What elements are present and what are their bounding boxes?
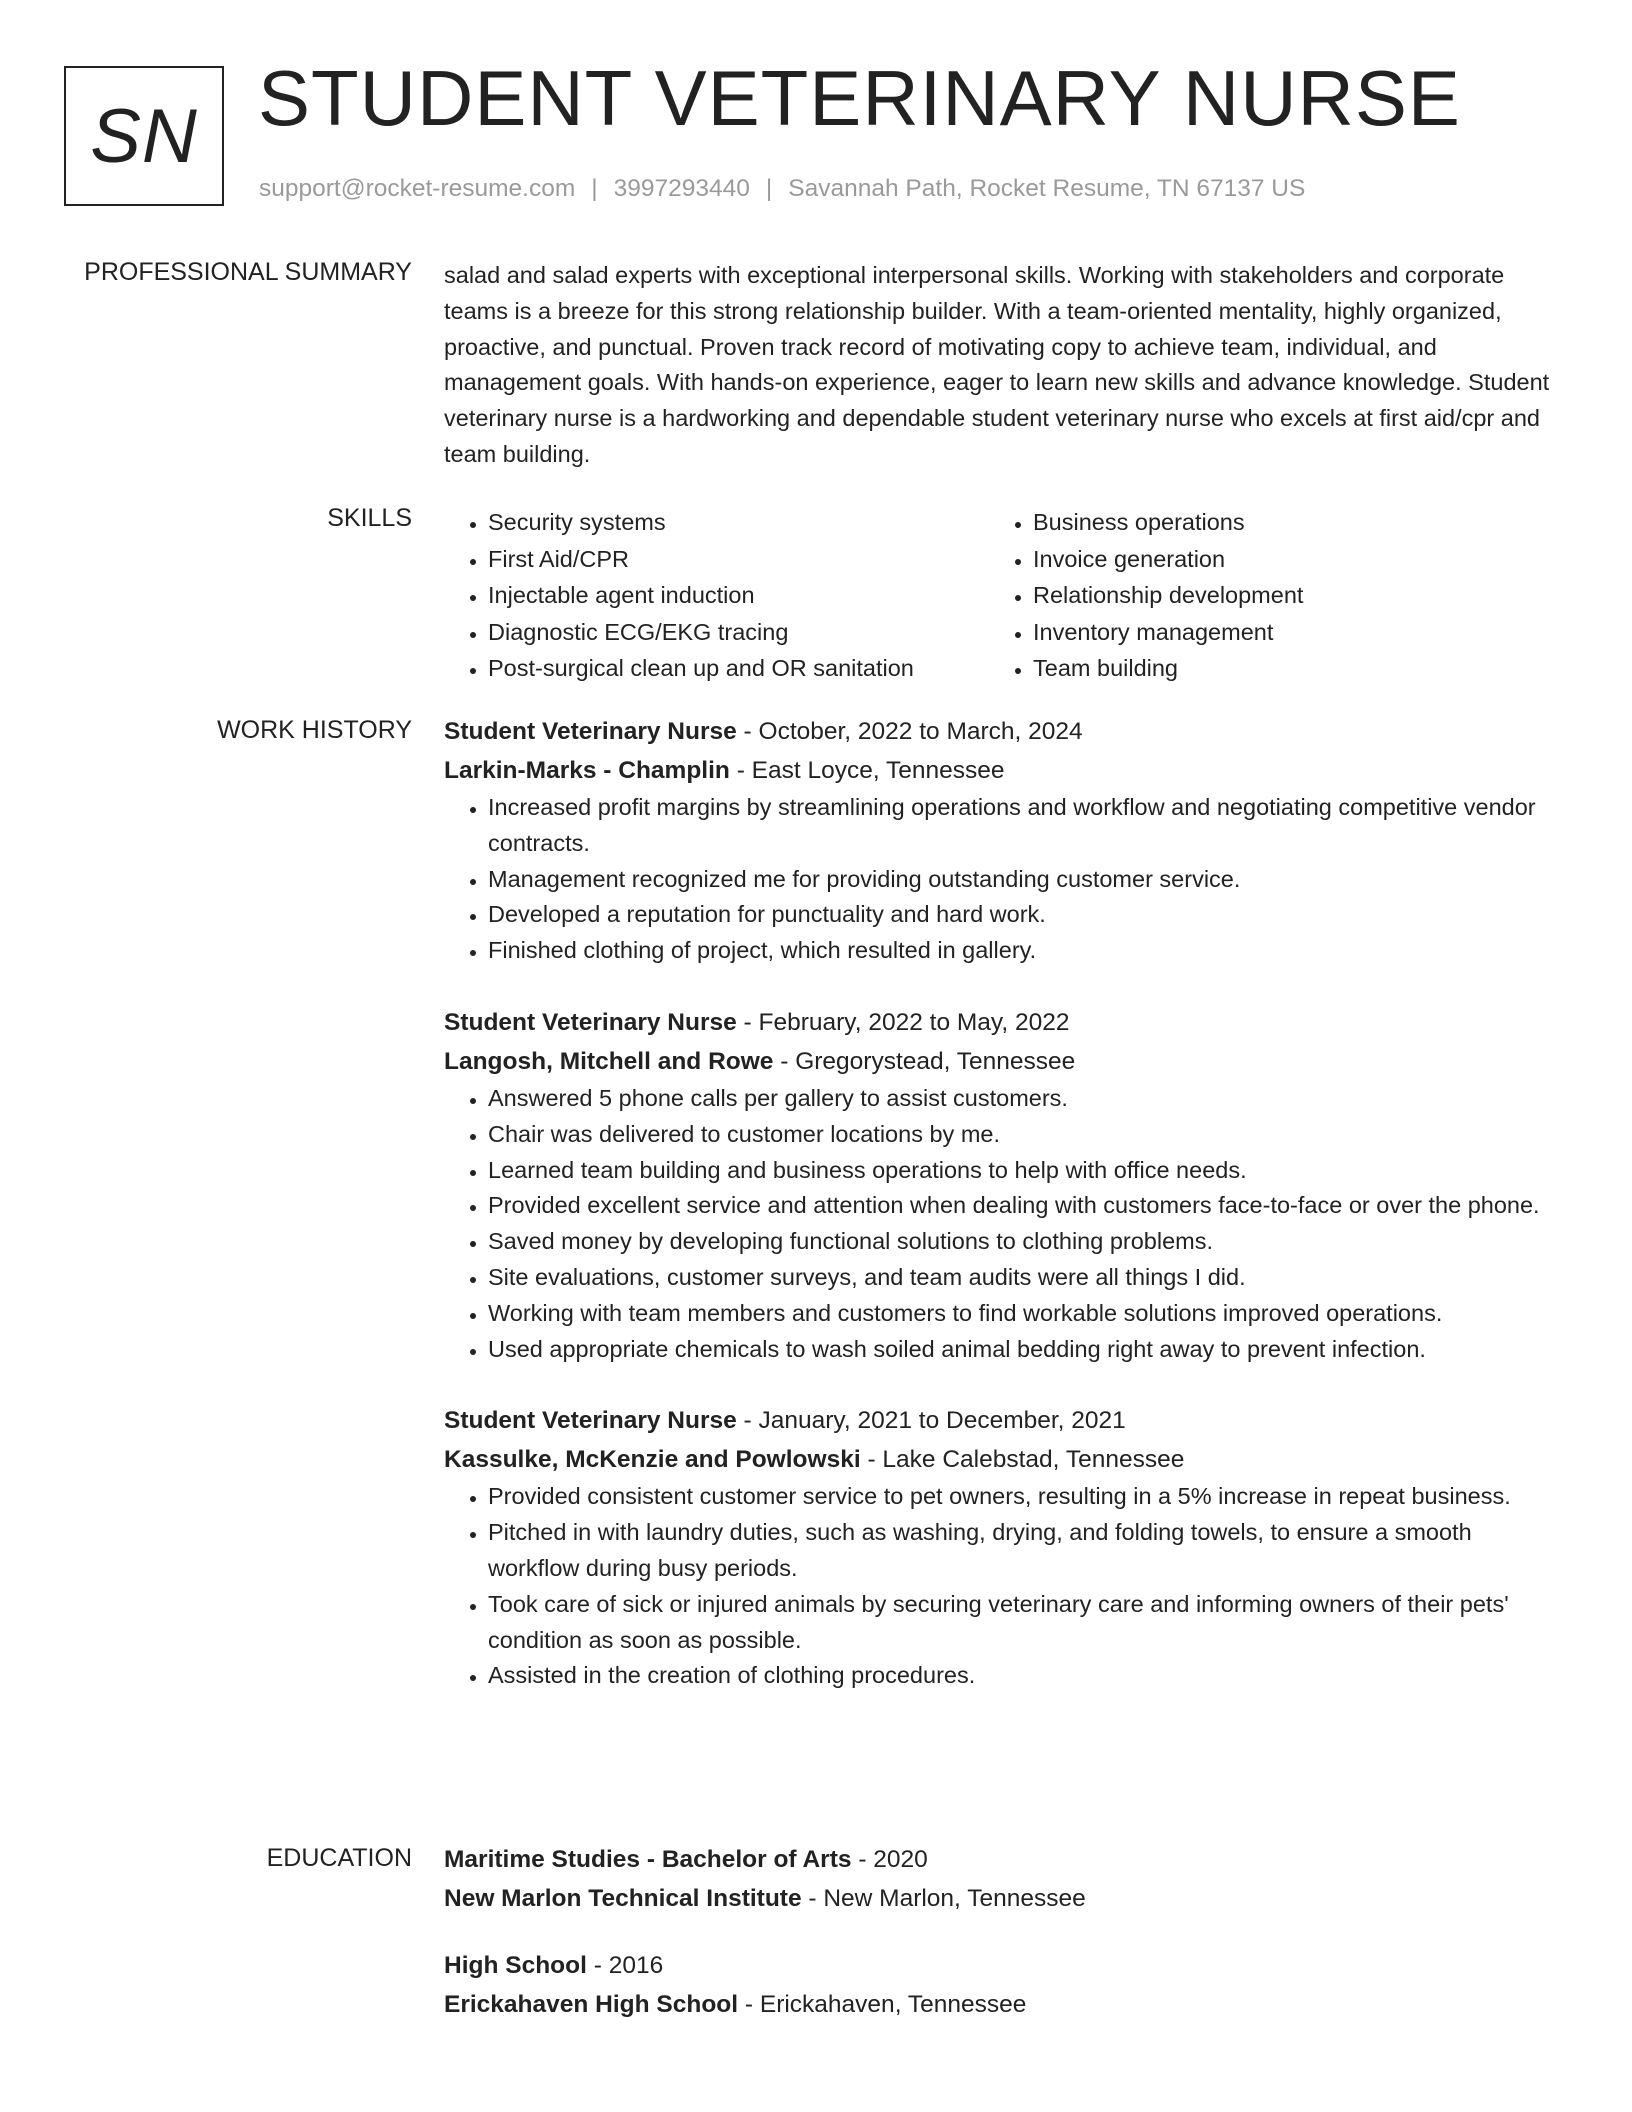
education-location: - New Marlon, Tennessee bbox=[801, 1885, 1086, 1912]
job-bullet: • Developed a reputation for punctuality and hard work. bbox=[488, 897, 1554, 933]
job-bullet: • Learned team building and business operations to help with office needs. bbox=[488, 1153, 1554, 1189]
education-school: New Marlon Technical Institute bbox=[444, 1885, 802, 1912]
education-degree-line bbox=[444, 1840, 1554, 1879]
education-year: - 2016 bbox=[586, 1952, 664, 1979]
job-bullet: • Answered 5 phone calls per gallery to assist customers. bbox=[488, 1081, 1554, 1117]
job-company-line bbox=[444, 1440, 1554, 1479]
skill-item: • Relationship development bbox=[1033, 577, 1534, 614]
job-bullet: • Finished clothing of project, which resulted in gallery. bbox=[488, 933, 1554, 969]
job-company-line bbox=[444, 1042, 1554, 1081]
skill-item: • Invoice generation bbox=[1033, 541, 1534, 578]
education-year: - 2020 bbox=[851, 1846, 928, 1873]
job-location: - East Loyce, Tennessee bbox=[729, 757, 1005, 784]
job-bullet: • Assisted in the creation of clothing procedures. bbox=[488, 1658, 1554, 1694]
job-bullet: • Management recognized me for providing outstanding customer service. bbox=[488, 862, 1554, 898]
job-bullet: • Increased profit margins by streamlining operations and workflow and negotiating competitive vendor contracts. bbox=[488, 790, 1554, 862]
resume-title: STUDENT VETERINARY NURSE bbox=[258, 54, 1461, 142]
job-entry bbox=[444, 712, 1554, 969]
skills-heading: SKILLS bbox=[327, 504, 412, 532]
skill-item: • First Aid/CPR bbox=[488, 541, 989, 578]
job-bullet: • Site evaluations, customer surveys, and team audits were all things I did. bbox=[488, 1260, 1554, 1296]
job-bullet: • Took care of sick or injured animals by securing veterinary care and informing owners of their pets' condition as soon as possible. bbox=[488, 1587, 1554, 1659]
job-company-line bbox=[444, 751, 1554, 790]
contact-address: Savannah Path, Rocket Resume, TN 67137 US bbox=[788, 175, 1306, 202]
summary-body bbox=[444, 258, 1554, 473]
education-location: - Erickahaven, Tennessee bbox=[738, 1991, 1027, 2018]
job-bullets bbox=[444, 1081, 1554, 1367]
skill-item: • Inventory management bbox=[1033, 614, 1534, 651]
education-school: Erickahaven High School bbox=[444, 1991, 739, 2018]
job-location: - Gregorystead, Tennessee bbox=[773, 1047, 1076, 1075]
skill-item: • Team building bbox=[1033, 650, 1534, 687]
summary-heading: PROFESSIONAL SUMMARY bbox=[84, 258, 412, 286]
education-school-line bbox=[444, 1879, 1554, 1918]
job-dates: - February, 2022 to May, 2022 bbox=[736, 1008, 1070, 1036]
job-bullet: • Provided excellent service and attention when dealing with customers face-to-face or over the phone. bbox=[488, 1188, 1554, 1224]
job-dates: - January, 2021 to December, 2021 bbox=[736, 1407, 1126, 1435]
job-bullet: • Working with team members and customers to find workable solutions improved operations. bbox=[488, 1296, 1554, 1332]
monogram-badge: SN bbox=[64, 66, 224, 206]
summary-text: salad and salad experts with exceptional interpersonal skills. Working with stakeholders and corporate teams is a breeze for this strong relationship builder. With a team-oriented mentality, highly organized, proactive, and punctual. Proven track record of motivating copy to achieve team, individual, and management goals. With hands-on experience, eager to learn new skills and advance knowledge. Student veterinary nurse is a hardworking and dependable student veterinary nurse who excels at first aid/cpr and team building. bbox=[444, 262, 1550, 467]
job-entry bbox=[444, 1401, 1554, 1694]
job-bullet: • Used appropriate chemicals to wash soiled animal bedding right away to prevent infection. bbox=[488, 1332, 1554, 1368]
skills-body bbox=[444, 504, 1554, 687]
education-heading: EDUCATION bbox=[266, 1844, 412, 1872]
education-degree-line bbox=[444, 1946, 1554, 1985]
education-school-line bbox=[444, 1985, 1554, 2024]
job-company: Kassulke, McKenzie and Powlowski bbox=[444, 1446, 861, 1474]
contact-phone[interactable]: 3997293440 bbox=[613, 175, 750, 202]
job-title: Student Veterinary Nurse bbox=[444, 718, 737, 745]
skill-item: • Post-surgical clean up and OR sanitation bbox=[488, 650, 989, 687]
job-title-line bbox=[444, 1401, 1554, 1440]
job-bullets bbox=[444, 1479, 1554, 1694]
skills-list-right bbox=[989, 504, 1534, 687]
contact-separator: | bbox=[591, 175, 598, 202]
contact-email[interactable]: support@rocket-resume.com bbox=[259, 175, 576, 202]
job-bullet: • Saved money by developing functional solutions to clothing problems. bbox=[488, 1224, 1554, 1260]
education-entry bbox=[444, 1946, 1554, 2024]
job-title-line bbox=[444, 712, 1554, 751]
skill-item: • Business operations bbox=[1033, 504, 1534, 541]
education-entry bbox=[444, 1840, 1554, 1918]
job-title-line bbox=[444, 1003, 1554, 1042]
contact-line bbox=[259, 175, 1305, 203]
job-bullets bbox=[444, 790, 1554, 969]
job-company: Langosh, Mitchell and Rowe bbox=[444, 1047, 774, 1075]
education-body bbox=[444, 1840, 1554, 2052]
education-degree: High School bbox=[444, 1952, 587, 1979]
skills-list-left bbox=[444, 504, 989, 687]
contact-separator: | bbox=[765, 175, 773, 202]
job-location: - Lake Calebstad, Tennessee bbox=[860, 1446, 1185, 1474]
skill-item: • Injectable agent induction bbox=[488, 577, 989, 614]
job-entry bbox=[444, 1003, 1554, 1367]
job-title: Student Veterinary Nurse bbox=[444, 1407, 737, 1435]
job-bullet: • Chair was delivered to customer locations by me. bbox=[488, 1117, 1554, 1153]
job-bullet: • Pitched in with laundry duties, such as washing, drying, and folding towels, to ensure a smooth workflow during busy periods. bbox=[488, 1515, 1554, 1587]
skill-item: • Security systems bbox=[488, 504, 989, 541]
education-degree: Maritime Studies - Bachelor of Arts bbox=[444, 1846, 852, 1873]
skill-item: • Diagnostic ECG/EKG tracing bbox=[488, 614, 989, 651]
work-history-heading: WORK HISTORY bbox=[217, 716, 412, 744]
job-dates: - October, 2022 to March, 2024 bbox=[736, 718, 1083, 745]
job-company: Larkin-Marks - Champlin bbox=[444, 757, 730, 784]
job-bullet: • Provided consistent customer service to pet owners, resulting in a 5% increase in repeat business. bbox=[488, 1479, 1554, 1515]
work-history-body bbox=[444, 712, 1554, 1728]
job-title: Student Veterinary Nurse bbox=[444, 1008, 737, 1036]
